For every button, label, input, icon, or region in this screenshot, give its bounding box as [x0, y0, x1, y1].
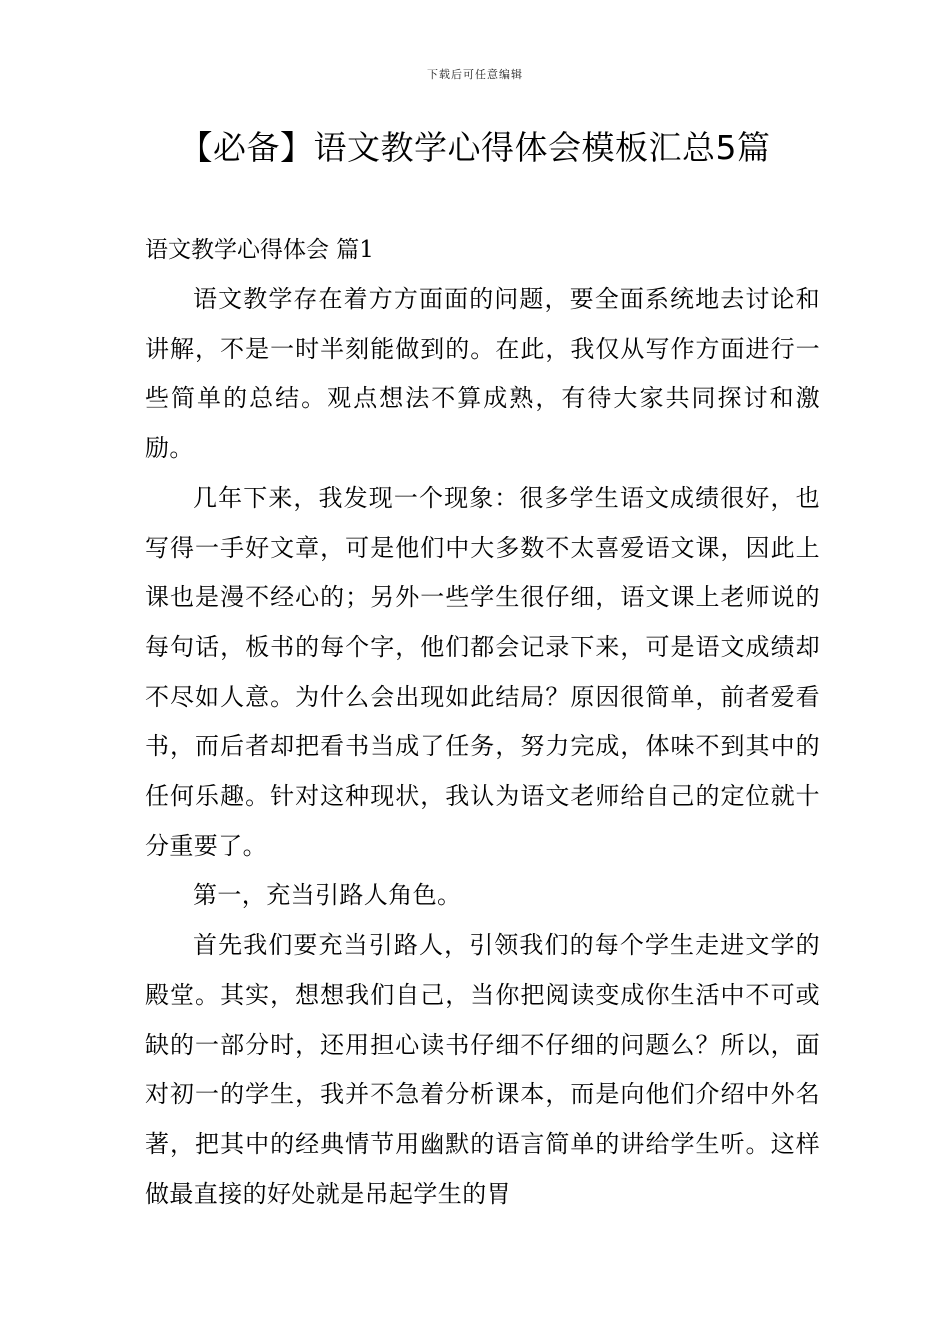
paragraph-1: 语文教学存在着方方面面的问题，要全面系统地去讨论和讲解，不是一时半刻能做到的。在此，我仅从写作方面进行一些简单的总结。观点想法不算成熟，有待大家共同探讨和激励。	[145, 285, 820, 463]
header-note: 下载后可任意编辑	[427, 68, 523, 81]
paragraph-2: 几年下来，我发现一个现象：很多学生语文成绩很好，也写得一手好文章，可是他们中大多数不太喜爱语文课，因此上课也是漫不经心的；另外一些学生很仔细，语文课上老师说的每句话，板书的每个字，他们都会记录下来，可是语文成绩却不尽如人意。为什么会出现如此结局？原因很简单，前者爱看书，而后者却把看书当成了任务，努力完成，体味不到其中的任何乐趣。针对这种现状，我认为语文老师给自己的定位就十分重要了。	[145, 483, 820, 860]
section-heading: 语文教学心得体会 篇1	[145, 237, 374, 263]
document-title: 【必备】语文教学心得体会模板汇总5篇	[179, 128, 771, 167]
document-body	[145, 226, 820, 1219]
paragraph-3: 首先我们要充当引路人，引领我们的每个学生走进文学的殿堂。其实，想想我们自己，当你把阅读变成你生活中不可或缺的一部分时，还用担心读书仔细不仔细的问题么？所以，面对初一的学生，我并不急着分析课本，而是向他们介绍中外名著，把其中的经典情节用幽默的语言简单的讲给学生听。这样做最直接的好处就是吊起学生的胃	[145, 931, 820, 1208]
subheading: 第一，充当引路人角色。	[193, 881, 462, 910]
